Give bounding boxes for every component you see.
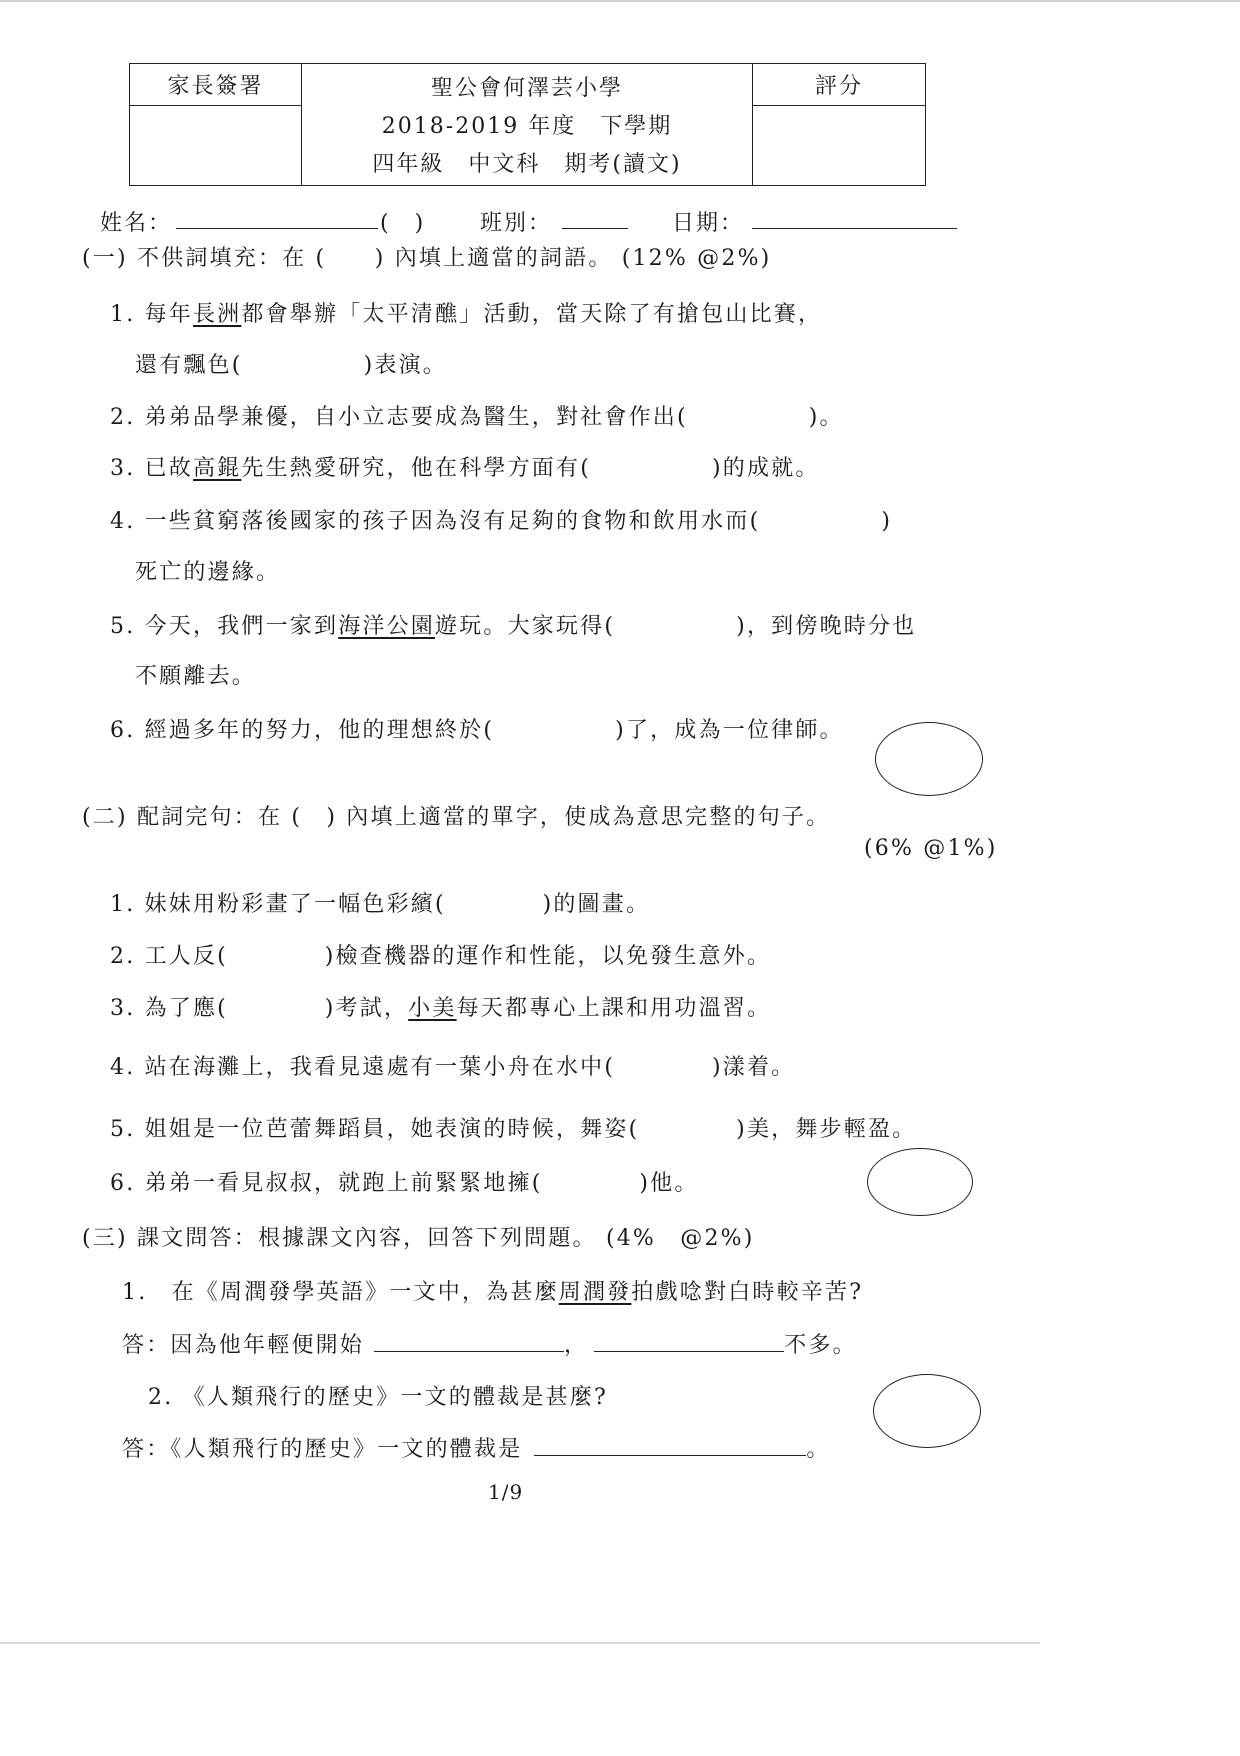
section2-q4: 4. 站在海灘上，我看見遠處有一葉小舟在水中( )漾着。 (110, 1055, 796, 1080)
q5-text-b: 遊玩。大家玩得( )，到傍晚時分也 (435, 614, 917, 639)
page-number: 1/9 (488, 1480, 524, 1504)
s2q3-proper-noun: 小美 (408, 996, 457, 1021)
section3-q1 (122, 1275, 863, 1306)
answer1-blank-b[interactable] (594, 1333, 784, 1352)
a2-text: 答：《人類飛行的歷史》一文的體裁是 (122, 1437, 523, 1462)
s2q3-text-b: 每天都專心上課和用功溫習。 (456, 996, 772, 1021)
s3q1-text-a: 1. 在《周潤發學英語》一文中，為甚麼 (122, 1280, 559, 1305)
name-label: 姓名： (100, 211, 173, 236)
scan-edge-top (0, 0, 1240, 2)
section3-answer2 (122, 1432, 831, 1463)
answer2-blank[interactable] (534, 1437, 806, 1456)
section1-q1 (110, 297, 822, 328)
score-oval-1 (875, 722, 983, 796)
header-table (129, 63, 926, 186)
section3-heading: (三) 課文問答：根據課文內容，回答下列問題。 (4% @2%) (82, 1226, 755, 1251)
section2-marks: (6% @1%) (864, 836, 998, 861)
score-oval-3 (873, 1374, 981, 1448)
section1-q2: 2. 弟弟品學兼優，自小立志要成為醫生，對社會作出( )。 (110, 405, 844, 430)
school-name: 聖公會何澤芸小學 (430, 76, 623, 102)
answer1-blank-a[interactable] (374, 1333, 564, 1352)
date-line[interactable] (752, 228, 957, 229)
section1-q6: 6. 經過多年的努力，他的理想終於( )了，成為一位律師。 (110, 718, 844, 743)
class-number-paren: ( ) (380, 211, 426, 236)
class-line[interactable] (562, 228, 628, 229)
q3-text-b: 先生熱愛研究，他在科學方面有( )的成就。 (241, 456, 820, 481)
student-info-row (100, 206, 960, 236)
section1-q5 (110, 609, 916, 640)
section3-answer1 (122, 1328, 857, 1359)
score-oval-2 (867, 1148, 973, 1216)
a1-text-b: 不多。 (784, 1333, 857, 1358)
a1-text-a: 答：因為他年輕便開始 (122, 1333, 365, 1358)
name-line[interactable] (176, 228, 378, 229)
q5-proper-noun: 海洋公園 (338, 614, 435, 639)
score-cell (752, 64, 925, 185)
section2-q6: 6. 弟弟一看見叔叔，就跑上前緊緊地擁( )他。 (110, 1171, 699, 1196)
s2q3-text-a: 3. 為了應( )考試， (110, 996, 409, 1021)
parent-signature-cell (130, 64, 302, 185)
section1-q5-cont: 不願離去。 (135, 664, 257, 689)
section2-q2: 2. 工人反( )檢查機器的運作和性能，以免發生意外。 (110, 944, 772, 969)
section1-heading: (一) 不供詞填充：在 ( ) 內填上適當的詞語。 (12% @2%) (82, 246, 772, 271)
s3q1-proper-noun: 周潤發 (558, 1280, 632, 1305)
exam-title: 四年級 中文科 期考(讀文) (372, 151, 682, 177)
class-label: 班別： (480, 211, 553, 236)
section1-q4: 4. 一些貧窮落後國家的孩子因為沒有足夠的食物和飲用水而( ) (110, 509, 893, 534)
q3-text-a: 3. 已故 (110, 456, 193, 481)
section2-q5: 5. 姐姐是一位芭蕾舞蹈員，她表演的時候，舞姿( )美，舞步輕盈。 (110, 1117, 917, 1142)
a2-period: 。 (806, 1437, 831, 1462)
exam-title-cell (302, 64, 752, 185)
section1-q4-cont: 死亡的邊緣。 (135, 560, 281, 585)
s3q1-text-b: 拍戲唸對白時較辛苦? (631, 1280, 864, 1305)
section1-q1-cont: 還有飄色( )表演。 (135, 353, 447, 378)
school-year: 2018-2019 年度 下學期 (381, 113, 673, 139)
section2-heading: (二) 配詞完句：在 ( ) 內填上適當的單字，使成為意思完整的句子。 (82, 805, 831, 830)
q1-text-b: 都會舉辦「太平清醮」活動，當天除了有搶包山比賽， (241, 302, 823, 327)
parent-signature-label: 家長簽署 (130, 64, 301, 106)
date-label: 日期： (672, 211, 745, 236)
q1-proper-noun: 長洲 (192, 302, 242, 327)
section2-q1: 1. 妹妹用粉彩畫了一幅色彩繽( )的圖畫。 (110, 892, 651, 917)
q3-proper-noun: 高錕 (192, 456, 242, 481)
q1-text-a: 1. 每年 (110, 302, 193, 327)
scan-edge-bottom (0, 1642, 1040, 1644)
section3-q2: 2. 《人類飛行的歷史》一文的體裁是甚麼? (148, 1385, 608, 1410)
a1-comma: ， (564, 1333, 589, 1358)
q5-text-a: 5. 今天，我們一家到 (110, 614, 339, 639)
score-label: 評分 (753, 64, 925, 106)
section2-q3 (110, 991, 771, 1022)
section1-q3 (110, 451, 820, 482)
